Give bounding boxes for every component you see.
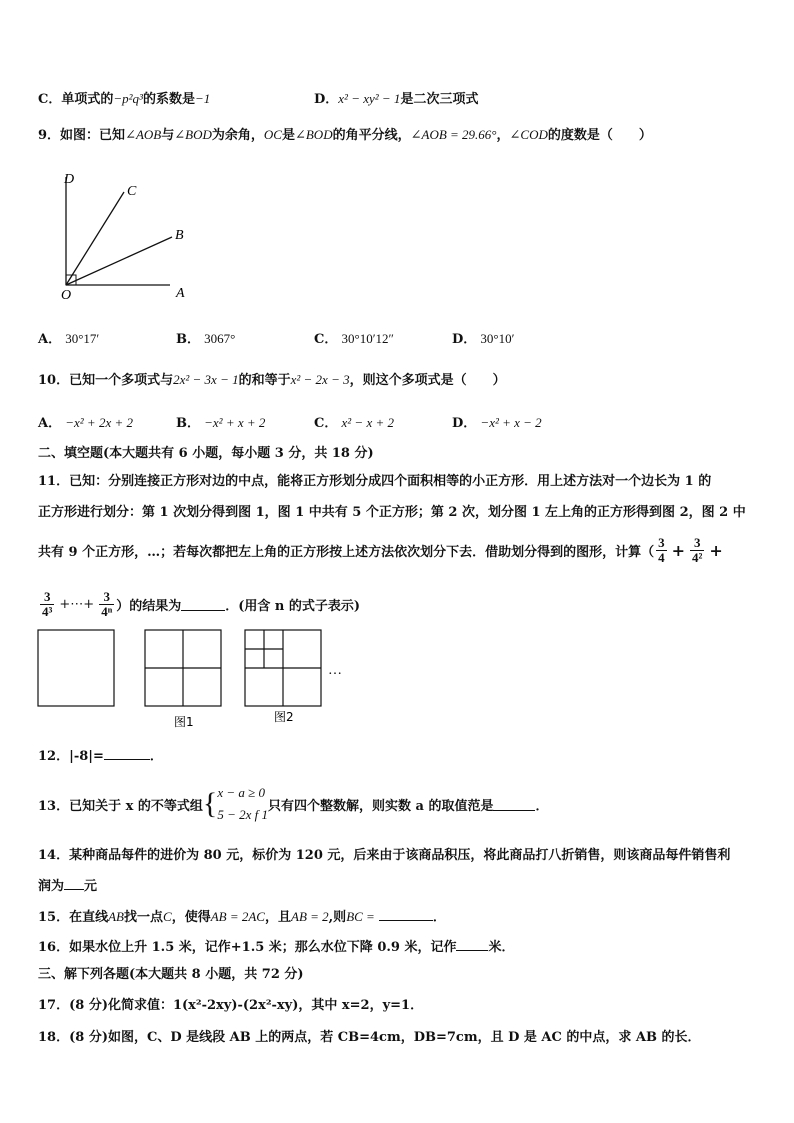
q11-figures	[36, 628, 356, 732]
q12-number: 12．	[38, 749, 70, 764]
q10-expr-2: x² − 2x − 3	[290, 372, 350, 387]
option-text: −x² + 2x + 2	[65, 415, 133, 430]
option-label: B．	[176, 416, 200, 431]
q8-option-c-suffix: 的系数是	[142, 92, 195, 107]
q18-text: (8 分)如图，C、D 是线段 AB 上的两点，若 CB=4cm，DB=7cm，且 D 是 AC 的中点，求 AB 的长．	[69, 1030, 701, 1045]
q8-option-d-suffix: 是二次三项式	[400, 92, 479, 107]
q17-text: (8 分)化简求值：1(x²-2xy)-(2x²-xy)，其中 x=2，y=1．	[69, 998, 424, 1013]
plus-sign: +	[709, 541, 723, 561]
figure-square	[38, 630, 114, 706]
q15-equation-3: BC =	[346, 909, 375, 924]
q10-number: 10．	[38, 373, 70, 388]
q8-option-c-expr: −p²q³	[113, 91, 143, 106]
q10-stem-part: 的和等于	[238, 373, 291, 388]
q11-text: ．(用含 n 的式子表示)	[225, 599, 361, 615]
option-label: D．	[452, 416, 477, 431]
option-text: 30°17′	[65, 331, 100, 346]
q9-angle-bod: ∠BOD	[294, 127, 333, 142]
ray-oc	[66, 192, 124, 285]
q11-text: 共有 9 个正方形，…；若每次都把左上角的正方形按上述方法依次划分下去．借助划分得到的图形，计算（	[38, 545, 655, 561]
fig1-caption: 图1	[174, 715, 194, 729]
q14-number: 14．	[38, 848, 70, 863]
q10-option-d	[452, 412, 542, 431]
q12-text: |-8|=	[69, 749, 104, 764]
frac-num: 3	[40, 590, 54, 605]
q13-text: 已知关于 x 的不等式组	[69, 798, 203, 814]
frac-den: 4³	[42, 604, 53, 620]
q9-option-a	[38, 328, 99, 347]
q9-angle-aob: ∠AOB	[125, 127, 162, 142]
q15-number: 15．	[38, 910, 70, 925]
fraction-3-over-4-cubed	[40, 590, 54, 620]
answer-blank[interactable]	[379, 908, 433, 921]
answer-blank[interactable]	[64, 877, 84, 890]
option-label: C．	[314, 416, 338, 431]
label-b: B	[175, 228, 184, 243]
q16	[38, 936, 514, 955]
frac-den: 4²	[692, 550, 703, 566]
q9-stem	[38, 124, 652, 143]
q9-number: 9．	[38, 128, 61, 143]
q11-text: 已知：分别连接正方形对边的中点，能将正方形划分成四个面积相等的小正方形．用上述方法对一个边长为 1 的	[69, 474, 712, 489]
q13-number: 13．	[38, 798, 70, 814]
q10-option-c	[314, 412, 394, 431]
plus-sign: +	[671, 541, 686, 561]
q11-line-2: 正方形进行划分：第 1 次划分得到图 1，图 1 中共有 5 个正方形；第 2 次，划分图 1 左上角的正方形得到图 2，图 2 中	[38, 505, 746, 520]
inequality-1: x − a ≥ 0	[217, 785, 265, 800]
answer-blank[interactable]	[181, 598, 225, 611]
option-text: x² − x + 2	[341, 415, 394, 430]
fraction-3-over-4-n	[99, 590, 114, 620]
q9-given-angle: ∠AOB = 29.66°	[410, 127, 497, 142]
q11-line-4	[38, 590, 360, 620]
q12-end: ．	[149, 749, 163, 764]
option-label: C．	[314, 332, 338, 347]
option-text: −x² + x − 2	[480, 415, 542, 430]
q17	[38, 994, 423, 1013]
q15-line-ab: AB	[108, 909, 124, 924]
q17-number: 17．	[38, 998, 70, 1013]
q8-option-d	[314, 88, 478, 107]
ellipsis-plus: +⋯+	[59, 597, 95, 613]
option-text: −x² + x + 2	[204, 415, 266, 430]
q11-line-1	[38, 470, 711, 489]
q8-option-d-expr: x² − xy² − 1	[338, 91, 401, 106]
label-a: A	[176, 286, 185, 301]
q13	[38, 782, 548, 826]
q15-text: 找一点	[124, 910, 164, 925]
fraction-3-over-4-squared	[690, 536, 704, 566]
q18-number: 18．	[38, 1030, 70, 1045]
inequality-system	[217, 782, 268, 826]
q15-equation-2: AB = 2	[291, 909, 329, 924]
frac-num: 3	[99, 590, 114, 605]
q11-number: 11．	[38, 474, 70, 489]
answer-blank[interactable]	[456, 938, 488, 951]
q9-option-b	[176, 328, 235, 347]
q14-text: 润为	[38, 879, 65, 894]
q14-line-2	[38, 875, 97, 894]
frac-num: 3	[658, 535, 665, 550]
option-label: A．	[38, 416, 62, 431]
q11-line-3	[38, 536, 726, 566]
q14-line-1	[38, 844, 730, 863]
answer-blank[interactable]	[493, 798, 535, 811]
q8-option-c-prefix: C．单项式的	[38, 92, 114, 107]
q9-stem-part: 为余角，	[211, 128, 264, 143]
q9-angle-figure	[50, 165, 210, 305]
ray-ob	[66, 237, 172, 285]
answer-blank[interactable]	[104, 747, 150, 760]
inequality-2: 5 − 2x f 1	[217, 807, 268, 822]
q15-end: ．	[432, 910, 446, 925]
left-brace: {	[202, 787, 218, 820]
label-o: O	[61, 288, 72, 303]
q9-angle-cod: ∠COD	[509, 127, 548, 142]
fig2-caption: 图2	[274, 710, 294, 724]
label-c: C	[127, 184, 137, 199]
fraction-3-over-4	[656, 536, 667, 566]
option-label: A．	[38, 332, 62, 347]
q9-stem-part: 是	[281, 128, 295, 143]
q8-option-c	[38, 88, 210, 107]
q10-stem-part: ，则这个多项式是（ ）	[349, 373, 506, 388]
q9-stem-part: 与	[161, 128, 175, 143]
q9-option-c	[314, 328, 394, 347]
option-label: D．	[452, 332, 477, 347]
q9-stem-part: 如图：已知	[60, 128, 126, 143]
q16-number: 16．	[38, 940, 70, 955]
q15-text: ，使得	[171, 910, 211, 925]
q14-text: 元	[84, 879, 98, 894]
q13-text: 只有四个整数解，则实数 a 的取值范是	[267, 798, 494, 814]
q18	[38, 1026, 701, 1045]
option-label: B．	[176, 332, 200, 347]
option-text: 3067°	[204, 331, 236, 346]
q10-option-b	[176, 412, 265, 431]
q14-text: 某种商品每件的进价为 80 元，标价为 120 元，后来由于该商品积压，将此商品打八折销售，则该商品每件销售利	[69, 848, 731, 863]
q15-text: ，且	[264, 910, 291, 925]
q10-option-a	[38, 412, 133, 431]
q9-angle-bod: ∠BOD	[174, 127, 212, 142]
q16-text: 如果水位上升 1.5 米，记作+1.5 米；那么水位下降 0.9 米，记作	[69, 940, 457, 955]
q9-stem-part: ，	[496, 128, 510, 143]
frac-den: 4	[658, 550, 665, 566]
q16-end: 米．	[488, 940, 515, 955]
frac-den: 4ⁿ	[101, 604, 113, 620]
q9-stem-part: 的度数是（ ）	[547, 128, 652, 143]
figure-2	[245, 630, 321, 706]
frac-num: 3	[690, 536, 704, 551]
option-text: 30°10′12″	[341, 331, 394, 346]
q10-stem	[38, 369, 506, 388]
q15-point-c: C	[163, 909, 172, 924]
q10-expr-1: 2x² − 3x − 1	[173, 372, 239, 387]
q12	[38, 745, 163, 764]
q9-stem-part: 的角平分线，	[332, 128, 411, 143]
q15-equation-1: AB = 2AC	[210, 909, 265, 924]
figures-ellipsis: …	[328, 663, 342, 678]
q15-text: ,则	[328, 910, 347, 925]
q11-text: ）的结果为	[116, 599, 182, 615]
q15-text: 在直线	[69, 910, 109, 925]
label-d: D	[64, 172, 75, 187]
section-3-title: 三、解下列各题(本大题共 8 小题，共 72 分)	[38, 967, 304, 982]
q9-option-d	[452, 328, 514, 347]
q8-option-c-value: −1	[194, 91, 211, 106]
section-2-title: 二、填空题(本大题共有 6 小题，每小题 3 分，共 18 分)	[38, 446, 374, 461]
q15	[38, 906, 446, 925]
q13-end: ．	[535, 798, 549, 814]
q8-option-d-prefix: D．	[314, 92, 339, 107]
q9-ray-oc: OC	[263, 127, 282, 142]
q10-stem-part: 已知一个多项式与	[69, 373, 174, 388]
figure-1	[145, 630, 221, 706]
option-text: 30°10′	[480, 331, 515, 346]
